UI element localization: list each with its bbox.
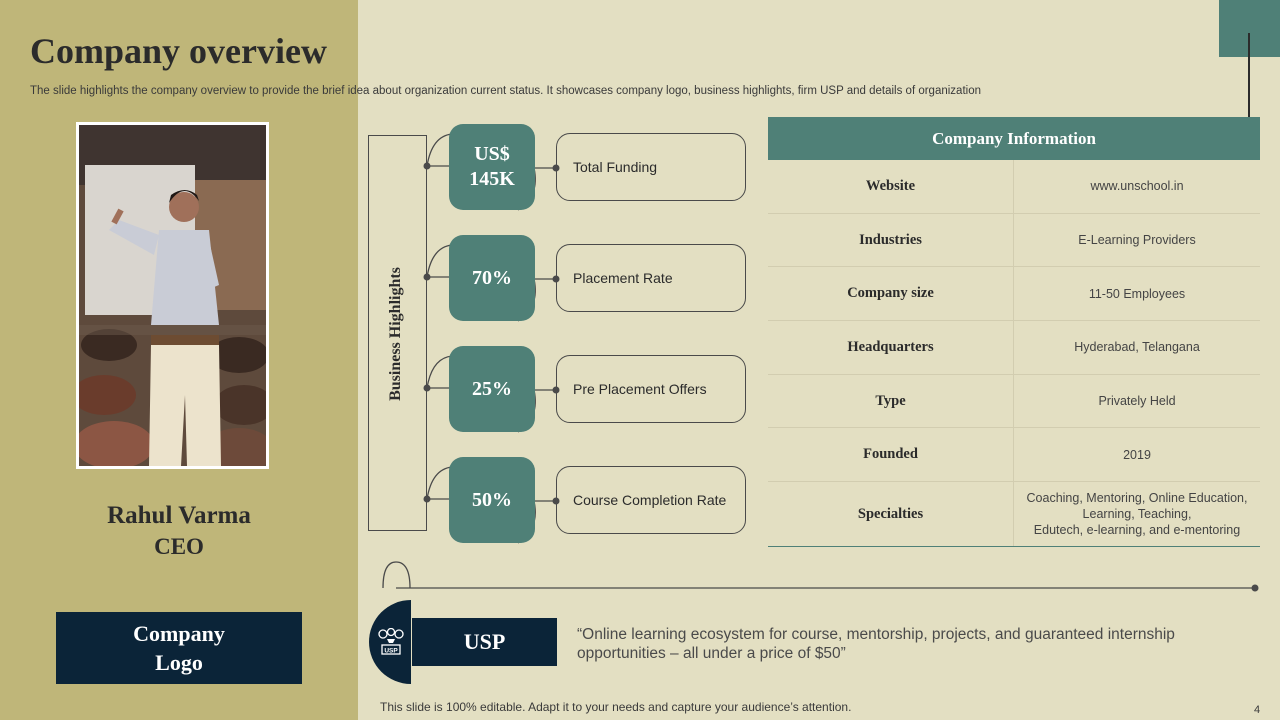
usp-label: USP (463, 629, 506, 654)
highlight-value-text: 25% (472, 377, 512, 400)
company-info-table (768, 117, 1260, 547)
highlight-value-ppo (449, 346, 535, 432)
info-value: Coaching, Mentoring, Online Education, Learning, Teaching, Edutech, e-learning, and e-mentoring (1026, 491, 1248, 538)
highlight-label-text: Total Funding (573, 159, 658, 175)
highlight-label-text: Pre Placement Offers (573, 381, 707, 397)
table-row (768, 321, 1260, 375)
highlight-value-completion (449, 457, 535, 543)
ceo-name: Rahul Varma (107, 502, 251, 529)
info-value: 2019 (1123, 447, 1151, 462)
highlight-label-text: Course Completion Rate (573, 492, 727, 508)
highlight-label-ppo (556, 355, 746, 423)
info-key: Headquarters (768, 321, 1014, 374)
highlight-value-text: 50% (472, 488, 512, 511)
info-value: Hyderabad, Telangana (1074, 340, 1200, 355)
highlight-value-text: 70% (472, 266, 512, 289)
info-key: Company size (768, 267, 1014, 320)
highlight-value-text: US$ 145K (469, 143, 515, 190)
usp-money-icon (377, 628, 405, 656)
usp-description: “Online learning ecosystem for course, mentorship, projects, and guaranteed internship opportunities – all under a price of $50” (577, 626, 1175, 662)
usp-label-box (412, 618, 557, 666)
table-row (768, 482, 1260, 547)
business-highlights-label: Business Highlights (387, 267, 404, 401)
info-key: Type (768, 375, 1014, 428)
table-row (768, 375, 1260, 429)
table-row (768, 160, 1260, 214)
page-number: 4 (1254, 704, 1261, 716)
info-value: Privately Held (1098, 394, 1176, 409)
info-key: Founded (768, 428, 1014, 481)
highlight-value-placement (449, 235, 535, 321)
footer-note: This slide is 100% editable. Adapt it to your needs and capture your audience’s attention. (380, 700, 852, 714)
company-info-header: Company Information (768, 117, 1260, 160)
info-key: Industries (768, 214, 1014, 267)
highlight-label-text: Placement Rate (573, 270, 673, 286)
company-logo-label: Company Logo (133, 621, 225, 675)
info-value: E-Learning Providers (1078, 233, 1196, 248)
highlight-value-funding (449, 124, 535, 210)
table-row (768, 267, 1260, 321)
ceo-role: CEO (154, 534, 204, 559)
usp-icon-text: USP (384, 647, 398, 655)
page-subtitle: The slide highlights the company overview to provide the brief idea about organization current status. It showcases company logo, business highlights, firm USP and details of organization (30, 85, 981, 97)
info-key: Website (768, 160, 1014, 213)
table-row (768, 214, 1260, 268)
table-row (768, 428, 1260, 482)
highlight-label-placement (556, 244, 746, 312)
info-key: Specialties (768, 482, 1014, 546)
highlight-label-funding (556, 133, 746, 201)
info-value: www.unschool.in (1090, 179, 1184, 194)
page-title: Company overview (30, 31, 327, 71)
info-value: 11-50 Employees (1088, 286, 1186, 301)
highlight-label-completion (556, 466, 746, 534)
